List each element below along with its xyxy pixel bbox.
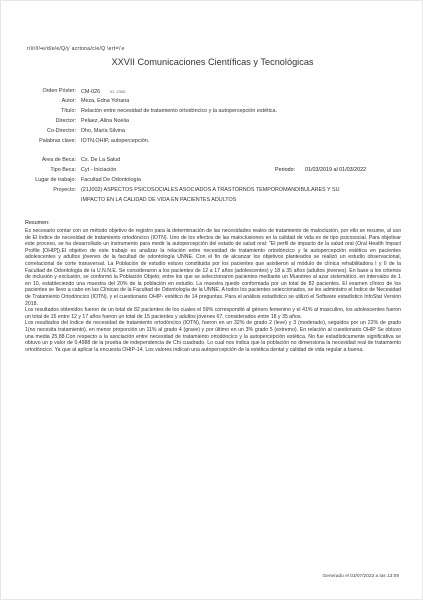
field-value: Cyt - Iniciación [81, 167, 117, 173]
abstract-body [25, 228, 401, 353]
field-value: (21J002) ASPECTOS PSICOSOCIALES ASOCIADOS A TRASTORNOS TEMPOROMANDIBULARES Y SU [81, 187, 340, 193]
abstract-heading: Resumen: [25, 220, 50, 226]
field-label: Director: [55, 118, 76, 124]
field-value: Dho, María Silvina [81, 128, 126, 134]
field-label: Autor: [61, 98, 76, 104]
field-label: Orden Póster: [42, 88, 76, 94]
period-value: 01/03/2019 al 01/03/2022 [305, 167, 367, 173]
field-label: Título: [61, 108, 76, 114]
field-value: IOTN,OHIP, autopercepción. [81, 138, 150, 144]
poster-id: ID: 2355 [110, 89, 126, 94]
field-label: Palabras clave: [39, 138, 76, 144]
field-value: Meza, Edna Yohana [81, 98, 130, 104]
period-label: Periodo: [275, 167, 296, 173]
abstract-paragraph: Los resultados obtenidos fueron de un total de 82 pacientes de los cuales el 59% correspondió al género femenino y el 41% al masculino, los adolescentes fueron un total de 15 entre 12 y 17 años fueron un total de 15 pacientes y adultos jóvenes 67, considerados entre 18 y 35 años. [25, 307, 401, 320]
field-value: Pelaez, Alina Noelia [81, 118, 129, 124]
field-label: Co-Director: [46, 128, 76, 134]
field-value: Facultad De Odontología [81, 177, 141, 183]
field-label: Proyecto: [53, 187, 76, 193]
abstract-paragraph: Los resultados del índice de necesidad de tratamiento ortodóncico (IOTN), fueron en un 32% de grado 2 (leve) y 3 (moderado), seguidos por un 22% de grado 1(no necesita tratamiento), en menor proporción un 11% al grado 4 (grave) y por último en un 3% grado 5 (extremo). En relación al cuestionario OHIP Se obtuvo una media 25,88.Con respecto a la asociación entre necesidad de tratamiento ortodóncico y la autopercepción estética, No fue estadísticamente significativa se obtuvo un p valor de 0,4988 de la prueba de independencia de Chi cuadrado. Lo cual nos indica que la población no dimensiona la necesidad real de tratamiento ortodóncico. Ya que al aplicar la encuesta OHIP-14. Los valores indican una autopercepción de la estética dental y calidad de vida regular a buena. [25, 320, 401, 353]
field-value: Cs. De La Salud [81, 157, 121, 163]
field-value: Relación entre necesidad de tratamiento ortodóncico y la autopercepción estética. [81, 108, 277, 114]
field-value: IMPACTO EN LA CALIDAD DE VIDA EN PACIENTES ADULTOS [81, 197, 237, 203]
abstract-paragraph: Es necesario contar con un método objetivo de registro para la determinación de las necesidades reales de tratamiento de maloclusión, por ello se resume, al uso de El índice de necesidad de tratamiento ortodóncico (IOTN). Uno de los efectos de las maloclusiones en la calidad de vida es de tipo psicosocial. Para objetivar este proceso, se ha desarrollado un instrumento para medir la autopercepción del estado de salud oral: "El perfil de impacto de la salud oral (Oral Health Impact Profile [OHIP]).El objetivo de este trabajo es analizar la relación entre necesidad de tratamiento ortodóncico y la autopercepción estética en pacientes adolescentes y adultos jóvenes de la facultad de odontología UNNE. Con el fin de alcanzar los objetivos planteados se realizó un estudio observacional, correlacional de corte transversal. La Población de estudio estuvo constituida por los pacientes que asistieron al módulo de clínica rehabilitadora I y II de la Facultad de Odontología de la U.N.N.E. Se consideraron a los pacientes de 12 a 17 años (adolescentes) y 18 a 35 años (adultos jóvenes). En base a los criterios de inclusión y exclusión, se conformó la Población Objeto; entre los que se seleccionaron pacientes mediante un Muestreo al azar sistemático, en intervalos de 1 en 10, estableciendo una muestra del 20% de la población en estudio. La muestra quedo conformada por un total de 82 pacientes. El examen clínico de los pacientes se llevo a cabo en las Clínicas de la Facultad de Odontología de la UNNE. A todos los pacientes seleccionados, se les administro el Índice de Necesidad de Tratamiento Ortodóncico (IOTN), y el cuestionario OHIP- estético de 14 preguntas. Para el análisis estadístico se utilizó el Software estadístico InfoStat Versión 2018. [25, 228, 401, 307]
field-label: Lugar de trabajo: [35, 177, 76, 183]
field-value: CM-026 [81, 89, 101, 95]
generated-footer: Generado el 03/07/2023 a las 13:09 [322, 574, 399, 579]
field-label: Área de Beca: [41, 157, 76, 163]
conference-title: XXVII Comunicaciones Científicas y Tecnológicas [111, 57, 314, 67]
field-label: Tipo Beca: [50, 167, 76, 173]
page-url: r/i/r/l/•e/d/e/e/Q/y´acrtona/c/e/Q \ert=\ʻe [27, 46, 125, 52]
